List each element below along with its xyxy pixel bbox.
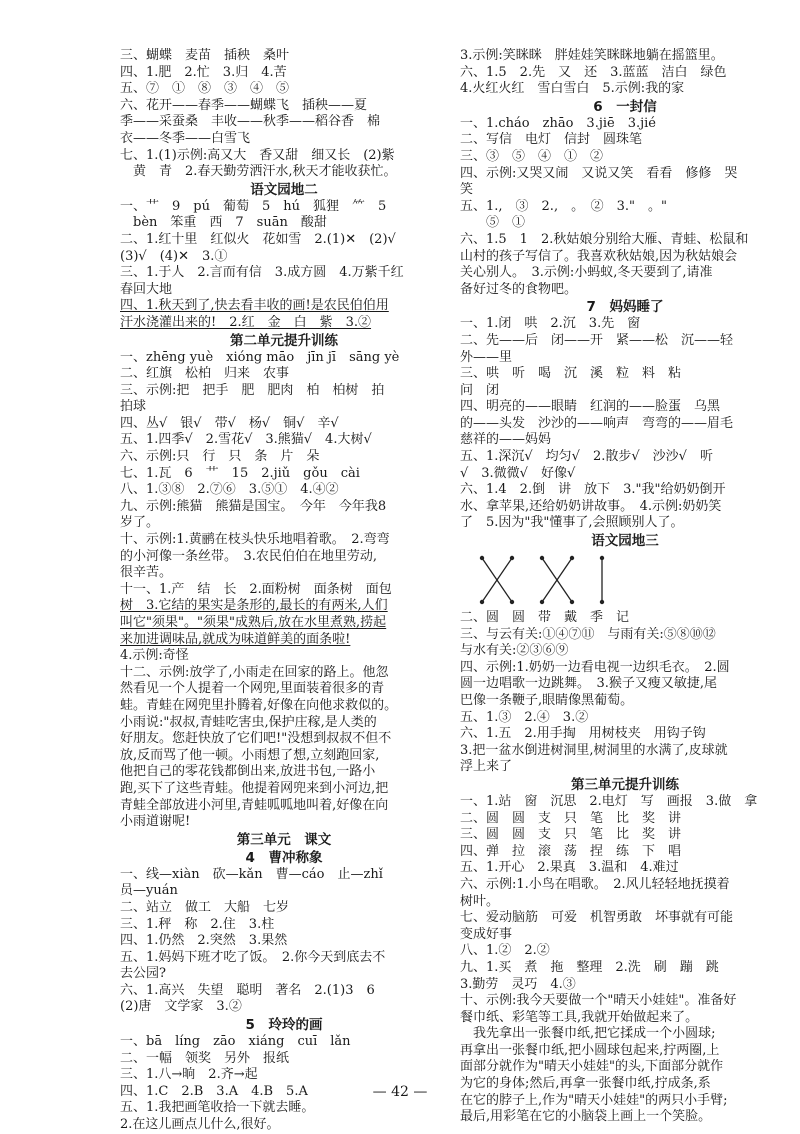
answer-line: 我先拿出一张餐巾纸,把它揉成一个小圆球;	[460, 1026, 716, 1042]
answer-line: 二、圆 圆 支 只 笔 比 奖 讲	[460, 810, 682, 826]
answer-line: 六、1.4 2.倒 讲 放下 3."我"给奶奶倒开	[460, 482, 726, 498]
section-heading: 4 曹冲称象	[245, 849, 323, 866]
answer-line: 八、1.② 2.②	[460, 943, 550, 959]
answer-line: (2)唐 文学家 3.②	[120, 999, 242, 1015]
answer-line: 最后,用彩笔在它的小脑袋上画上一个笑脸。	[460, 1109, 712, 1125]
answer-line: 一、1.cháo zhāo 3.jiē 3.jié	[460, 115, 657, 131]
answer-line: 四、1.仍然 2.突然 3.果然	[120, 933, 288, 949]
answer-line: 二、站立 做工 大船 七岁	[120, 899, 290, 915]
right-column	[460, 48, 790, 1126]
answer-line: 十、示例:我今天要做一个"晴天小娃娃"。准备好	[460, 993, 737, 1009]
answer-line: 一、1.站 窗 沉思 2.电灯 写 画报 3.做 拿	[460, 793, 758, 809]
answer-line: 季——采蚕桑 丰收——秋季——稻谷香 棉	[120, 114, 381, 130]
answer-line: 五、1.我把画笔收拾一下就去睡。	[120, 1100, 315, 1116]
answer-line: 一、1.闭 哄 2.沉 3.先 窗	[460, 316, 641, 332]
answer-line: 的小河像一条丝带。 3.农民伯伯在地里劳动,	[120, 548, 378, 564]
answer-line: 五、1.四季√ 2.雪花√ 3.熊猫√ 4.大树√	[120, 432, 372, 448]
answer-line: 一、线—xiàn 砍—kǎn 曹—cáo 止—zhǐ	[120, 866, 383, 882]
answer-line: 七、1.(1)示例:高又大 香又甜 细又长 (2)紫	[120, 147, 395, 163]
answer-line: 三、1.八→晌 2.齐→起	[120, 1067, 258, 1083]
section-heading: 语文园地三	[591, 533, 659, 550]
answer-line: 二、先——后 闭——开 紧——松 沉——轻	[460, 332, 734, 348]
answer-line: 小雨道谢呢!	[120, 814, 191, 830]
section-heading: 第三单元 课文	[236, 831, 332, 848]
section-heading: 第三单元提升训练	[571, 776, 679, 793]
answer-line: 青蛙全部放进小河里,青蛙呱呱地叫着,好像在向	[120, 797, 389, 813]
section-heading: 5 玲玲的画	[245, 1017, 323, 1034]
answer-line: 四、丛√ 银√ 带√ 杨√ 铜√ 辛√	[120, 415, 339, 431]
answer-line: 黄 青 2.春天勤劳洒汗水,秋天才能收获忙。	[120, 164, 397, 180]
answer-line: 外——里	[460, 349, 513, 365]
answer-line: 3.示例:笑眯眯 胖娃娃笑眯眯地躺在摇篮里。	[460, 48, 724, 63]
answer-line: 备好过冬的食物吧。	[460, 281, 578, 297]
answer-line: 二、红旗 松柏 归来 农事	[120, 366, 290, 382]
answer-line: 四、明亮的——眼睛 红润的——脸蛋 乌黑	[460, 399, 721, 415]
answer-line: 变成好事	[460, 926, 513, 942]
answer-line: 四、1.C 2.B 3.A 4.B 5.A	[120, 1083, 308, 1099]
answer-line: 树 3.它结的果实是条形的,最长的有两米,人们	[120, 598, 388, 614]
answer-line: 九、示例:熊猫 熊猫是国宝。 今年 今年我8	[120, 498, 387, 514]
page-number: — 42 —	[372, 1084, 428, 1100]
section-heading: 7 妈妈睡了	[586, 299, 664, 316]
answer-line: 的——头发 沙沙的——响声 弯弯的——眉毛	[460, 415, 734, 431]
answer-line: 九、1.买 煮 拖 整理 2.洗 刷 蹦 跳	[460, 959, 719, 975]
answer-line: 二、一幅 领奖 另外 报纸	[120, 1050, 290, 1066]
answer-line: 六、1.五 2.用手掏 用树枝夹 用钩子钩	[460, 726, 706, 742]
answer-line: 春回大地	[120, 281, 173, 297]
answer-line: 十一、1.产 结 长 2.面粉树 面条树 面包	[120, 581, 392, 597]
answer-line: 树叶。	[460, 893, 500, 909]
answer-line: 六、示例:只 行 只 条 片 朵	[120, 449, 320, 465]
answer-line: 二、1.红十里 红似火 花如雪 2.(1)✕ (2)√	[120, 231, 396, 247]
answer-line: 三、1.于人 2.言而有信 3.成方圆 4.万紫千红	[120, 265, 404, 281]
answer-line: 问 闭	[460, 382, 500, 398]
answer-line: 三、示例:把 把手 肥 肥肉 柏 柏树 拍	[120, 382, 385, 398]
answer-line: 3.勤劳 灵巧 4.③	[460, 976, 576, 992]
answer-line: 一、艹 9 pú 葡萄 5 hú 狐狸 ⺮ 5	[120, 198, 387, 214]
answer-line: 面部分就作为"晴天小娃娃"的头,下面部分就作	[460, 1059, 724, 1075]
answer-line: ⑤ ①	[460, 215, 526, 231]
answer-line: 五、1.③ 2.④ 3.②	[460, 709, 589, 725]
answer-line: 他把自己的零花钱都倒出来,放进书包,一路小	[120, 764, 376, 780]
answer-line: 衣——冬季——白雪飞	[120, 130, 251, 146]
answer-line: 二、圆 圆 带 戴 季 记	[460, 610, 630, 626]
answer-line: 三、与云有关:①④⑦⑪ 与雨有关:⑤⑧⑩⑫	[460, 626, 716, 642]
answer-line: 为它的身体;然后,再拿一张餐巾纸,拧成条,系	[460, 1076, 711, 1092]
answer-line: 汗水浇灌出来的! 2.红 金 白 紫 3.②	[120, 314, 372, 330]
answer-line: 四、示例:1.奶奶一边看电视一边织毛衣。 2.圆	[460, 659, 730, 675]
answer-line: 五、⑦ ① ⑧ ③ ④ ⑤	[120, 81, 290, 97]
answer-line: 拍球	[120, 399, 147, 415]
answer-line: 六、1.5 2.先 又 还 3.蓝蓝 洁白 绿色	[460, 64, 727, 80]
answer-line: 二、写信 电灯 信封 圆珠笔	[460, 132, 643, 148]
answer-line: 八、1.③⑧ 2.⑦⑥ 3.⑤① 4.④②	[120, 482, 339, 498]
answer-line: √ 3.微微√ 好像√	[460, 465, 576, 481]
answer-line: 关心别人。 3.示例:小蚂蚁,冬天要到了,请准	[460, 265, 713, 281]
answer-line: 十二、示例:放学了,小雨走在回家的路上。他忽	[120, 664, 389, 680]
answer-line: 来加进调味品,就成为味道鲜美的面条啦!	[120, 631, 351, 647]
answer-line: 山村的孩子写信了。我喜欢秋姑娘,因为秋姑娘会	[460, 248, 738, 264]
answer-line: 一、bā líng zāo xiáng cuī lǎn	[120, 1034, 351, 1050]
left-column	[120, 48, 448, 1134]
answer-line: 4.示例:奇怪	[120, 648, 189, 664]
answer-line: 水、拿苹果,还给奶奶讲故事。 4.示例:奶奶笑	[460, 498, 722, 514]
answer-line: 了 5.因为"我"懂事了,会照顾别人了。	[460, 515, 684, 531]
answer-line: 餐巾纸、彩笔等工具,我就开始做起来了。	[460, 1009, 699, 1025]
answer-line: 圆一边唱歌一边跳舞。 3.猴子又瘦又敏捷,尾	[460, 676, 718, 692]
answer-line: 放,反而骂了他一顿。小雨想了想,立刻跑回家,	[120, 747, 380, 763]
answer-line: 三、蝴蝶 麦苗 插秧 桑叶	[120, 48, 290, 63]
answer-line: 六、1.高兴 失望 聪明 著名 2.(1)3 6	[120, 982, 375, 998]
answer-line: 笑	[460, 182, 474, 198]
answer-line: 去公园?	[120, 966, 166, 982]
answer-line: 与水有关:②③⑥⑨	[460, 643, 569, 659]
answer-line: 4.火红火红 雪白雪白 5.示例:我的家	[460, 81, 685, 97]
answer-line: 五、1., ③ 2., 。 ② 3." 。"	[460, 198, 667, 214]
answer-line: 叫它"须果"。"须果"成熟后,放在水里煮熟,捞起	[120, 615, 387, 630]
answer-line: 好朋友。您赶快放了它们吧!"没想到叔叔不但不	[120, 731, 392, 747]
answer-line: 三、③ ⑤ ④ ① ②	[460, 148, 604, 164]
answer-line: 四、1.肥 2.忙 3.归 4.苦	[120, 64, 287, 80]
answer-line: 慈祥的——妈妈	[460, 432, 552, 448]
answer-line: 三、哄 听 喝 沉 溪 粒 料 粘	[460, 366, 682, 382]
answer-line: 七、爱动脑筋 可爱 机智勇敢 坏事就有可能	[460, 910, 734, 926]
section-heading: 语文园地二	[250, 181, 318, 198]
answer-line: 三、圆 圆 支 只 笔 比 奖 讲	[460, 827, 682, 843]
answer-line: 四、1.秋天到了,快去看丰收的画!是农民伯伯用	[120, 298, 389, 314]
answer-line: 四、示例:又哭又闹 又说又笑 看看 修修 哭	[460, 165, 738, 181]
answer-line: 五、1.妈妈下班才吃了饭。 2.你今天到底去不	[120, 949, 386, 965]
answer-line: 岁了。	[120, 515, 160, 531]
answer-line: 六、花开——春季——蝴蝶飞 插秧——夏	[120, 97, 368, 113]
answer-line: 五、1.开心 2.果真 3.温和 4.难过	[460, 860, 679, 876]
answer-line: 很辛苦。	[120, 565, 173, 581]
matching-lines-figure	[472, 552, 622, 608]
answer-line: 然看见一个人提着一个网兜,里面装着很多的青	[120, 681, 385, 697]
answer-line: 十、示例:1.黄鹂在枝头快乐地唱着歌。 2.弯弯	[120, 532, 390, 548]
answer-line: 再拿出一张餐巾纸,把小圆球包起来,拧两圈,上	[460, 1042, 720, 1058]
answer-line: 小雨说:"叔叔,青蛙吃害虫,保护庄稼,是人类的	[120, 714, 377, 730]
answer-line: 五、1.深沉√ 均匀√ 2.散步√ 沙沙√ 听	[460, 449, 713, 465]
answer-line: 在它的脖子上,作为"晴天小娃娃"的两只小手臂;	[460, 1092, 728, 1108]
answer-line: 六、示例:1.小鸟在唱歌。 2.风儿轻轻地抚摸着	[460, 876, 730, 892]
answer-line: 浮上来了	[460, 759, 513, 775]
answer-line: bèn 笨重 西 7 suān 酸甜	[120, 215, 327, 231]
answer-line: 3.把一盆水倒进树洞里,树洞里的水满了,皮球就	[460, 742, 728, 758]
answer-line: 巴像一条鞭子,眼睛像黑葡萄。	[460, 693, 634, 708]
answer-line: 六、1.5 1 2.秋姑娘分别给大雁、青蛙、松鼠和	[460, 231, 749, 247]
section-heading: 第二单元提升训练	[230, 332, 338, 349]
answer-line: 七、1.瓦 6 艹 15 2.jiǔ gǒu cài	[120, 465, 360, 481]
section-heading: 6 一封信	[593, 98, 657, 115]
answer-line: 蛙。青蛙在网兜里扑腾着,好像在向他求救似的。	[120, 697, 398, 713]
answer-line: 跑,买下了这些青蛙。他提着网兜来到小河边,把	[120, 780, 389, 796]
answer-line: (3)√ (4)✕ 3.①	[120, 248, 228, 264]
answer-line: 一、zhēng yuè xióng māo jīn jī sāng yè	[120, 349, 400, 365]
answer-line: 四、弹 拉 滚 荡 捏 练 下 唱	[460, 843, 682, 859]
answer-line: 三、1.秤 称 2.住 3.柱	[120, 916, 275, 932]
answer-line: 员—yuán	[120, 883, 178, 899]
answer-line: 2.在这儿画点儿什么,很好。	[120, 1117, 280, 1133]
